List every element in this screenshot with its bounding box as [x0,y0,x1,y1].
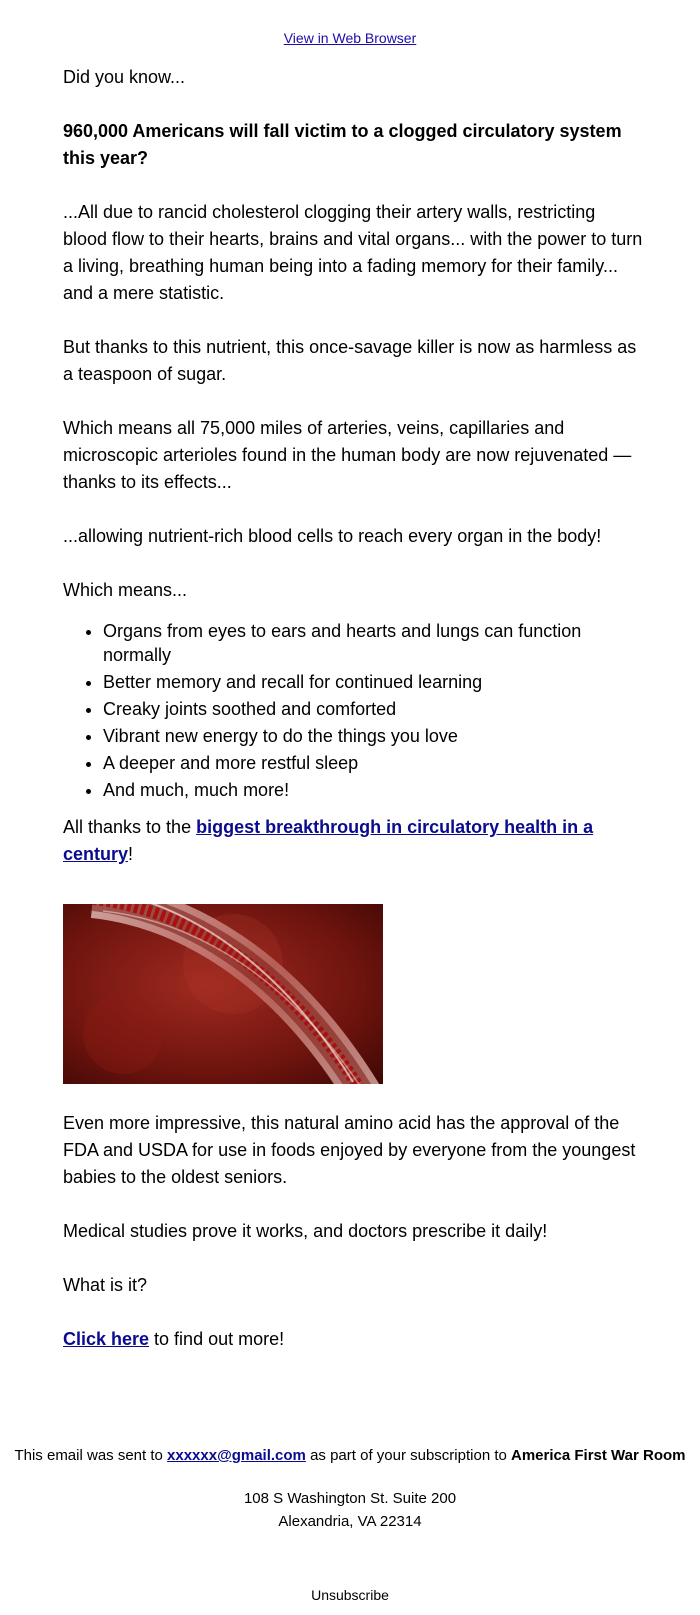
list-item: • Organs from eyes to ears and hearts and lungs can function normally [103,619,643,667]
address-line-2: Alexandria, VA 22314 [278,1513,422,1530]
click-here-link[interactable]: Click here [63,1329,150,1349]
footer-address [0,1487,700,1533]
footer-org-name: America First War Room [511,1447,686,1464]
footer-sent-middle: as part of your subscription to [305,1447,512,1464]
paragraph-cholesterol: ...All due to rancid cholesterol clogging their artery walls, restricting blood flow to their hearts, brains and vital organs... with the power to turn a living, breathing human being into a fading memory for their family... and a mere statistic. [63,202,643,303]
list-item: • And much, much more! [103,778,643,802]
paragraph-studies: Medical studies prove it works, and doctors prescribe it daily! [63,1221,548,1241]
paragraph-arteries: Which means all 75,000 miles of arteries, veins, capillaries and microscopic arterioles found in the human body are now rejuvenated — thanks to its effects... [63,418,632,492]
footer-sent-prefix: This email was sent to [14,1447,168,1464]
list-item: • Vibrant new energy to do the things you love [103,724,643,748]
breakthrough-paragraph [63,814,643,868]
headline: 960,000 Americans will fall victim to a clogged circulatory system this year? [63,121,622,168]
breakthrough-prefix: All thanks to the [63,817,197,837]
footer-email-link[interactable]: xxxxxx@gmail.com [167,1447,306,1464]
breakthrough-link[interactable]: biggest breakthrough in circulatory health in a century [63,817,594,864]
paragraph-blood-cells: ...allowing nutrient-rich blood cells to reach every organ in the body! [63,526,602,546]
paragraph-nutrient: But thanks to this nutrient, this once-savage killer is now as harmless as a teaspoon of sugar. [63,337,637,384]
list-item: • Creaky joints soothed and comforted [103,697,643,721]
address-line-1: 108 S Washington St. Suite 200 [243,1490,457,1507]
breakthrough-suffix: ! [128,844,134,864]
paragraph-which-means: Which means... [63,580,188,600]
unsubscribe-link[interactable]: Unsubscribe [311,1587,389,1603]
footer-subscription-notice [0,1447,700,1465]
paragraph-amino-acid: Even more impressive, this natural amino acid has the approval of the FDA and USDA for use in foods enjoyed by everyone from the youngest babies to the oldest seniors. [63,1113,636,1187]
blood-vessel-image[interactable] [63,904,383,1084]
view-in-browser-link[interactable]: View in Web Browser [283,30,417,46]
list-item: • A deeper and more restful sleep [103,751,643,775]
cta-paragraph [63,1326,643,1353]
blood-vessel-illustration [63,904,383,1084]
view-in-browser-bar [0,30,700,46]
email-body [63,64,643,895]
paragraph-what-is-it: What is it? [63,1275,148,1295]
benefits-list [63,619,643,802]
cta-suffix: to find out more! [149,1329,285,1349]
list-item: • Better memory and recall for continued learning [103,670,643,694]
intro-text: Did you know... [63,67,186,87]
email-body-continued [63,1110,643,1380]
footer-unsubscribe [0,1587,700,1603]
